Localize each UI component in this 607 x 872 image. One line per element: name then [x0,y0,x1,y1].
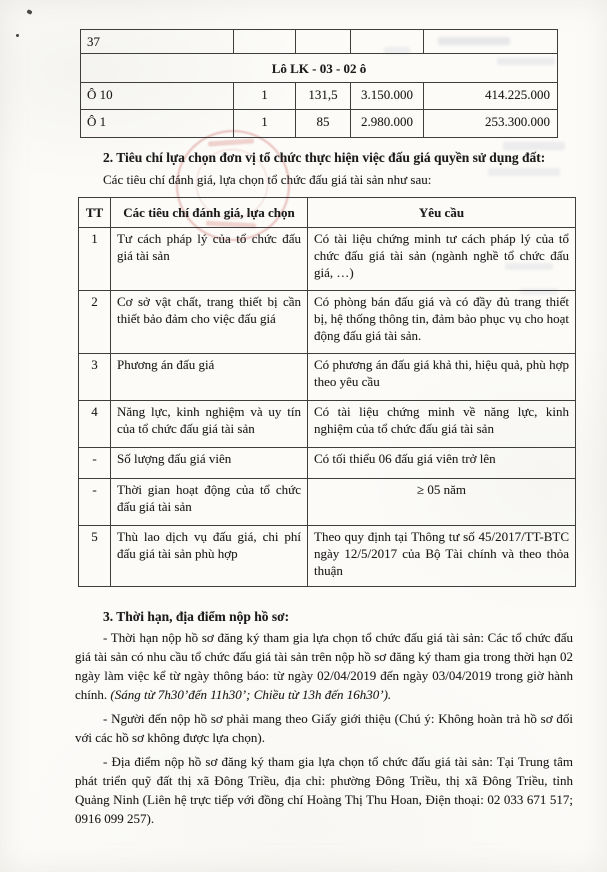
criteria-requirement: Có tài liệu chứng minh về năng lực, kinh nghiệm của tổ chức đấu giá tài sản [308,401,576,448]
section-3-heading: 3. Thời hạn, địa điểm nộp hồ sơ: [103,609,290,624]
section-2-heading: 2. Tiêu chí lựa chọn đơn vị tổ chức thực hiện việc đấu giá quyền sử dụng đất: [103,150,546,165]
table-row [79,228,576,291]
lot-name: Ô 10 [81,83,234,110]
criteria-tt: 2 [79,291,111,354]
criteria-text: Cơ sở vật chất, trang thiết bị cần thiết bảo đảm cho việc đấu giá [111,291,308,354]
table-row [79,479,576,526]
lot-total: 253.300.000 [424,110,558,138]
lot-qty: 1 [234,83,296,110]
table-row [79,448,576,479]
lot-unit-price: 2.980.000 [351,110,424,138]
criteria-tt: 4 [79,401,111,448]
table-row [81,110,558,138]
section-3 [75,608,573,833]
criteria-text: Thời gian hoạt động của tổ chức đấu giá tài sản [111,479,308,526]
criteria-requirement: ≥ 05 năm [308,479,576,526]
criteria-text: Tư cách pháp lý của tổ chức đấu giá tài sản [111,228,308,291]
table-row [81,83,558,110]
criteria-tt: 5 [79,526,111,587]
section-3-paragraph-deadline [75,628,573,704]
lot-area: 85 [296,110,351,138]
scan-speck [26,9,32,15]
red-stamp-text-trace [208,138,254,146]
section-3-paragraph-referral: - Người đến nộp hồ sơ phải mang theo Giấy giới thiệu (Chú ý: Không hoàn trả hồ sơ đối với các hồ sơ không được lựa chọn). [75,711,573,745]
criteria-text: Năng lực, kinh nghiệm và uy tín của tổ chức đấu giá tài sản [111,401,308,448]
criteria-tt: - [79,479,111,526]
criteria-header-tt: TT [79,198,111,228]
office-hours-note: (Sáng từ 7h30’đến 11h30’; Chiều từ 13h đến 16h30’). [110,687,392,702]
section-2-intro: Các tiêu chí đánh giá, lựa chọn tổ chức đấu giá tài sản như sau: [103,172,432,187]
criteria-tt: 3 [79,354,111,401]
criteria-tt: 1 [79,228,111,291]
table-row [79,291,576,354]
criteria-requirement: Theo quy định tại Thông tư số 45/2017/TT-BTC ngày 12/5/2017 của Bộ Tài chính và theo thỏa thuận [308,526,576,587]
table-row-group-header [81,54,558,83]
criteria-tt: - [79,448,111,479]
deadline-text: - Thời hạn nộp hồ sơ đăng ký tham gia lựa chọn tổ chức đấu giá tài sản: Các tổ chức đấu giá tài sản có nhu cầu tổ chức đấu giá tài sản trên nộp hồ sơ đăng ký tham gia trong thời hạn 02 ngày làm việc kể từ ngày thông báo: từ ngày 02/04/2019 đến ngày 03/04/2019 trong giờ hành chính. [75,630,573,702]
table-row [79,401,576,448]
criteria-header-row [79,198,576,228]
criteria-requirement: Có phương án đấu giá khả thi, hiệu quả, phù hợp theo yêu cầu [308,354,576,401]
criteria-requirement: Có tối thiểu 06 đấu giá viên trở lên [308,448,576,479]
lot-area: 131,5 [296,83,351,110]
lot-price-table [80,29,558,138]
lot-qty: 1 [234,110,296,138]
lot-name: Ô 1 [81,110,234,138]
criteria-requirement: Có phòng bán đấu giá và có đầy đủ trang thiết bị, hệ thống thông tin, đảm bảo phục vụ cho hoạt động đấu giá tài sản. [308,291,576,354]
scan-speck [16,34,19,37]
lot-row-number: 37 [81,30,234,54]
criteria-text: Phương án đấu giá [111,354,308,401]
table-row [79,526,576,587]
lot-group-header: Lô LK - 03 - 02 ô [81,54,558,83]
section-3-paragraph-address: - Địa điểm nộp hồ sơ đăng ký tham gia lựa chọn tổ chức đấu giá tài sản: Tại Trung tâm phát triển quỹ đất thị xã Đông Triều, địa chỉ: phường Đông Triều, thị xã Đông Triều, tỉnh Quảng Ninh (Liên hệ trực tiếp với đồng chí Hoàng Thị Thu Hoan, Điện thoại: 02 033 671 517; 0916 099 257). [75,754,573,826]
criteria-text: Thù lao dịch vụ đấu giá, chi phí đấu giá tài sản phù hợp [111,526,308,587]
criteria-header-requirement: Yêu cầu [308,198,576,228]
table-row [79,354,576,401]
criteria-requirement: Có tài liệu chứng minh tư cách pháp lý của tổ chức đấu giá tài sản (ngành nghề tổ chức đấu giá, …) [308,228,576,291]
table-row [81,30,558,54]
criteria-header-criteria: Các tiêu chí đánh giá, lựa chọn [111,198,308,228]
criteria-text: Số lượng đấu giá viên [111,448,308,479]
lot-total: 414.225.000 [424,83,558,110]
lot-unit-price: 3.150.000 [351,83,424,110]
criteria-table [78,197,576,587]
